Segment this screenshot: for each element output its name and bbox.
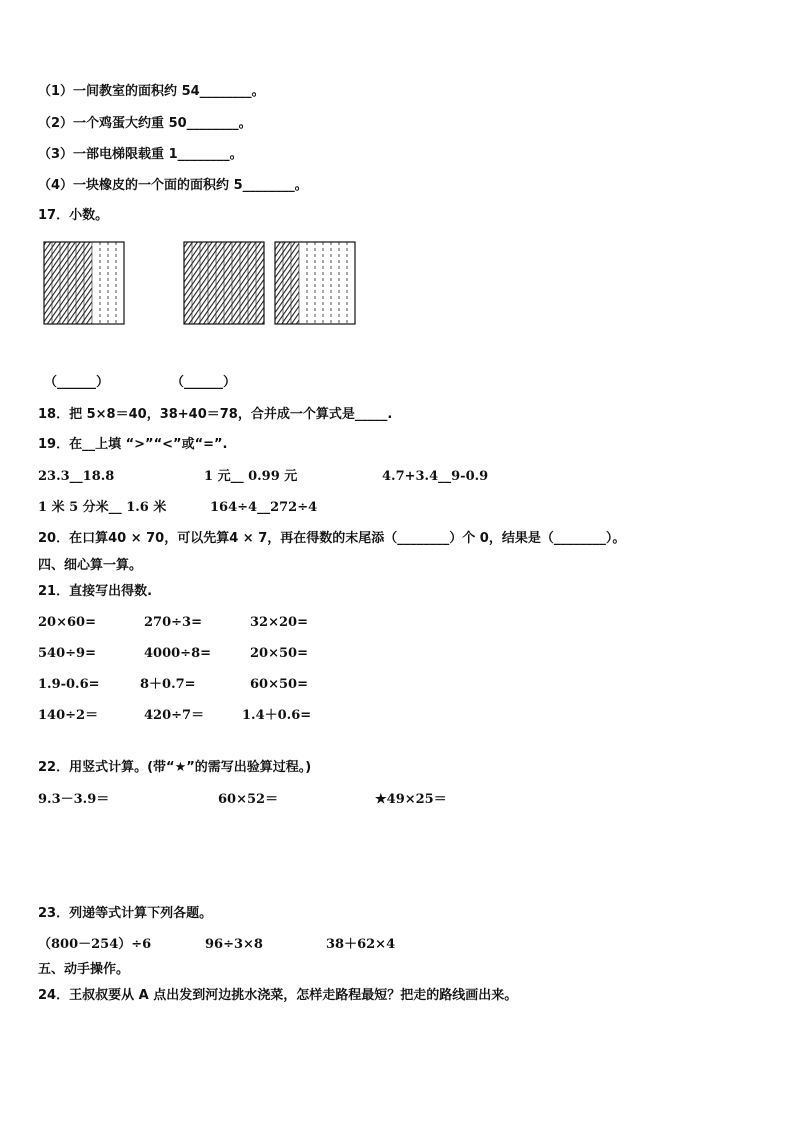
- q19-title: 19．在__上填 “>”“<”或“=”.: [38, 437, 228, 452]
- q20-text: 20．在口算40 × 70，可以先算4 × 7，再在得数的末尾添（________）个 0，结果是（________）。: [38, 531, 626, 546]
- q21-cell: 32×20=: [250, 615, 308, 630]
- q22-item-3: ★49×25＝: [375, 792, 447, 807]
- q21-cell: 20×50=: [250, 646, 308, 661]
- q21-title: 21．直接写出得数.: [38, 584, 153, 599]
- shaded-region: [275, 242, 299, 324]
- q21-cell: 1.9-0.6=: [38, 677, 100, 692]
- q19-item-4: 1 米 5 分米__ 1.6 米: [38, 500, 167, 515]
- q16-item-1: （1）一间教室的面积约 54________。: [38, 84, 265, 99]
- section-4-title: 四、细心算一算。: [38, 558, 143, 573]
- q19-item-2: 1 元__ 0.99 元: [204, 469, 298, 484]
- q19-item-3: 4.7+3.4__9-0.9: [382, 469, 489, 484]
- figure-2-full-square: [184, 242, 264, 324]
- q16-item-3: （3）一部电梯限载重 1________。: [38, 147, 243, 162]
- q21-cell: 270÷3=: [144, 615, 202, 630]
- q23-item-2: 96÷3×8: [205, 937, 263, 952]
- q16-item-2: （2）一个鸡蛋大约重 50________。: [38, 116, 252, 131]
- figure-2-tenths-grid: [275, 242, 355, 324]
- q21-cell: 20×60=: [38, 615, 96, 630]
- q17-blank-1[interactable]: （______）: [44, 375, 110, 390]
- q22-title: 22．用竖式计算。(带“★”的需写出验算过程。): [38, 760, 312, 775]
- q18-text: 18．把 5×8＝40，38+40＝78，合并成一个算式是_____.: [38, 407, 393, 422]
- q22-item-2: 60×52＝: [218, 792, 279, 807]
- q23-title: 23．列递等式计算下列各题。: [38, 906, 213, 921]
- figure-1-tenths-grid: [44, 242, 124, 324]
- q21-cell: 1.4＋0.6=: [242, 708, 312, 723]
- q24-text: 24．王叔叔要从 A 点出发到河边挑水浇菜，怎样走路程最短？把走的路线画出来。: [38, 988, 518, 1003]
- q21-cell: 8＋0.7=: [140, 677, 196, 692]
- q21-cell: 4000÷8=: [144, 646, 212, 661]
- q21-cell: 140÷2＝: [38, 708, 99, 723]
- q19-item-1: 23.3__18.8: [38, 469, 115, 484]
- q16-item-4: （4）一块橡皮的一个面的面积约 5________。: [38, 178, 308, 193]
- q19-item-5: 164÷4__272÷4: [210, 500, 318, 515]
- q17-blank-2[interactable]: （______）: [171, 375, 237, 390]
- q21-cell: 60×50=: [250, 677, 308, 692]
- q21-cell: 540÷9=: [38, 646, 96, 661]
- q17-title: 17．小数。: [38, 208, 109, 223]
- q23-item-1: （800－254）÷6: [38, 937, 152, 952]
- q22-item-1: 9.3－3.9＝: [38, 792, 110, 807]
- section-5-title: 五、动手操作。: [38, 962, 130, 977]
- q21-cell: 420÷7＝: [144, 708, 205, 723]
- q23-item-3: 38＋62×4: [326, 937, 396, 952]
